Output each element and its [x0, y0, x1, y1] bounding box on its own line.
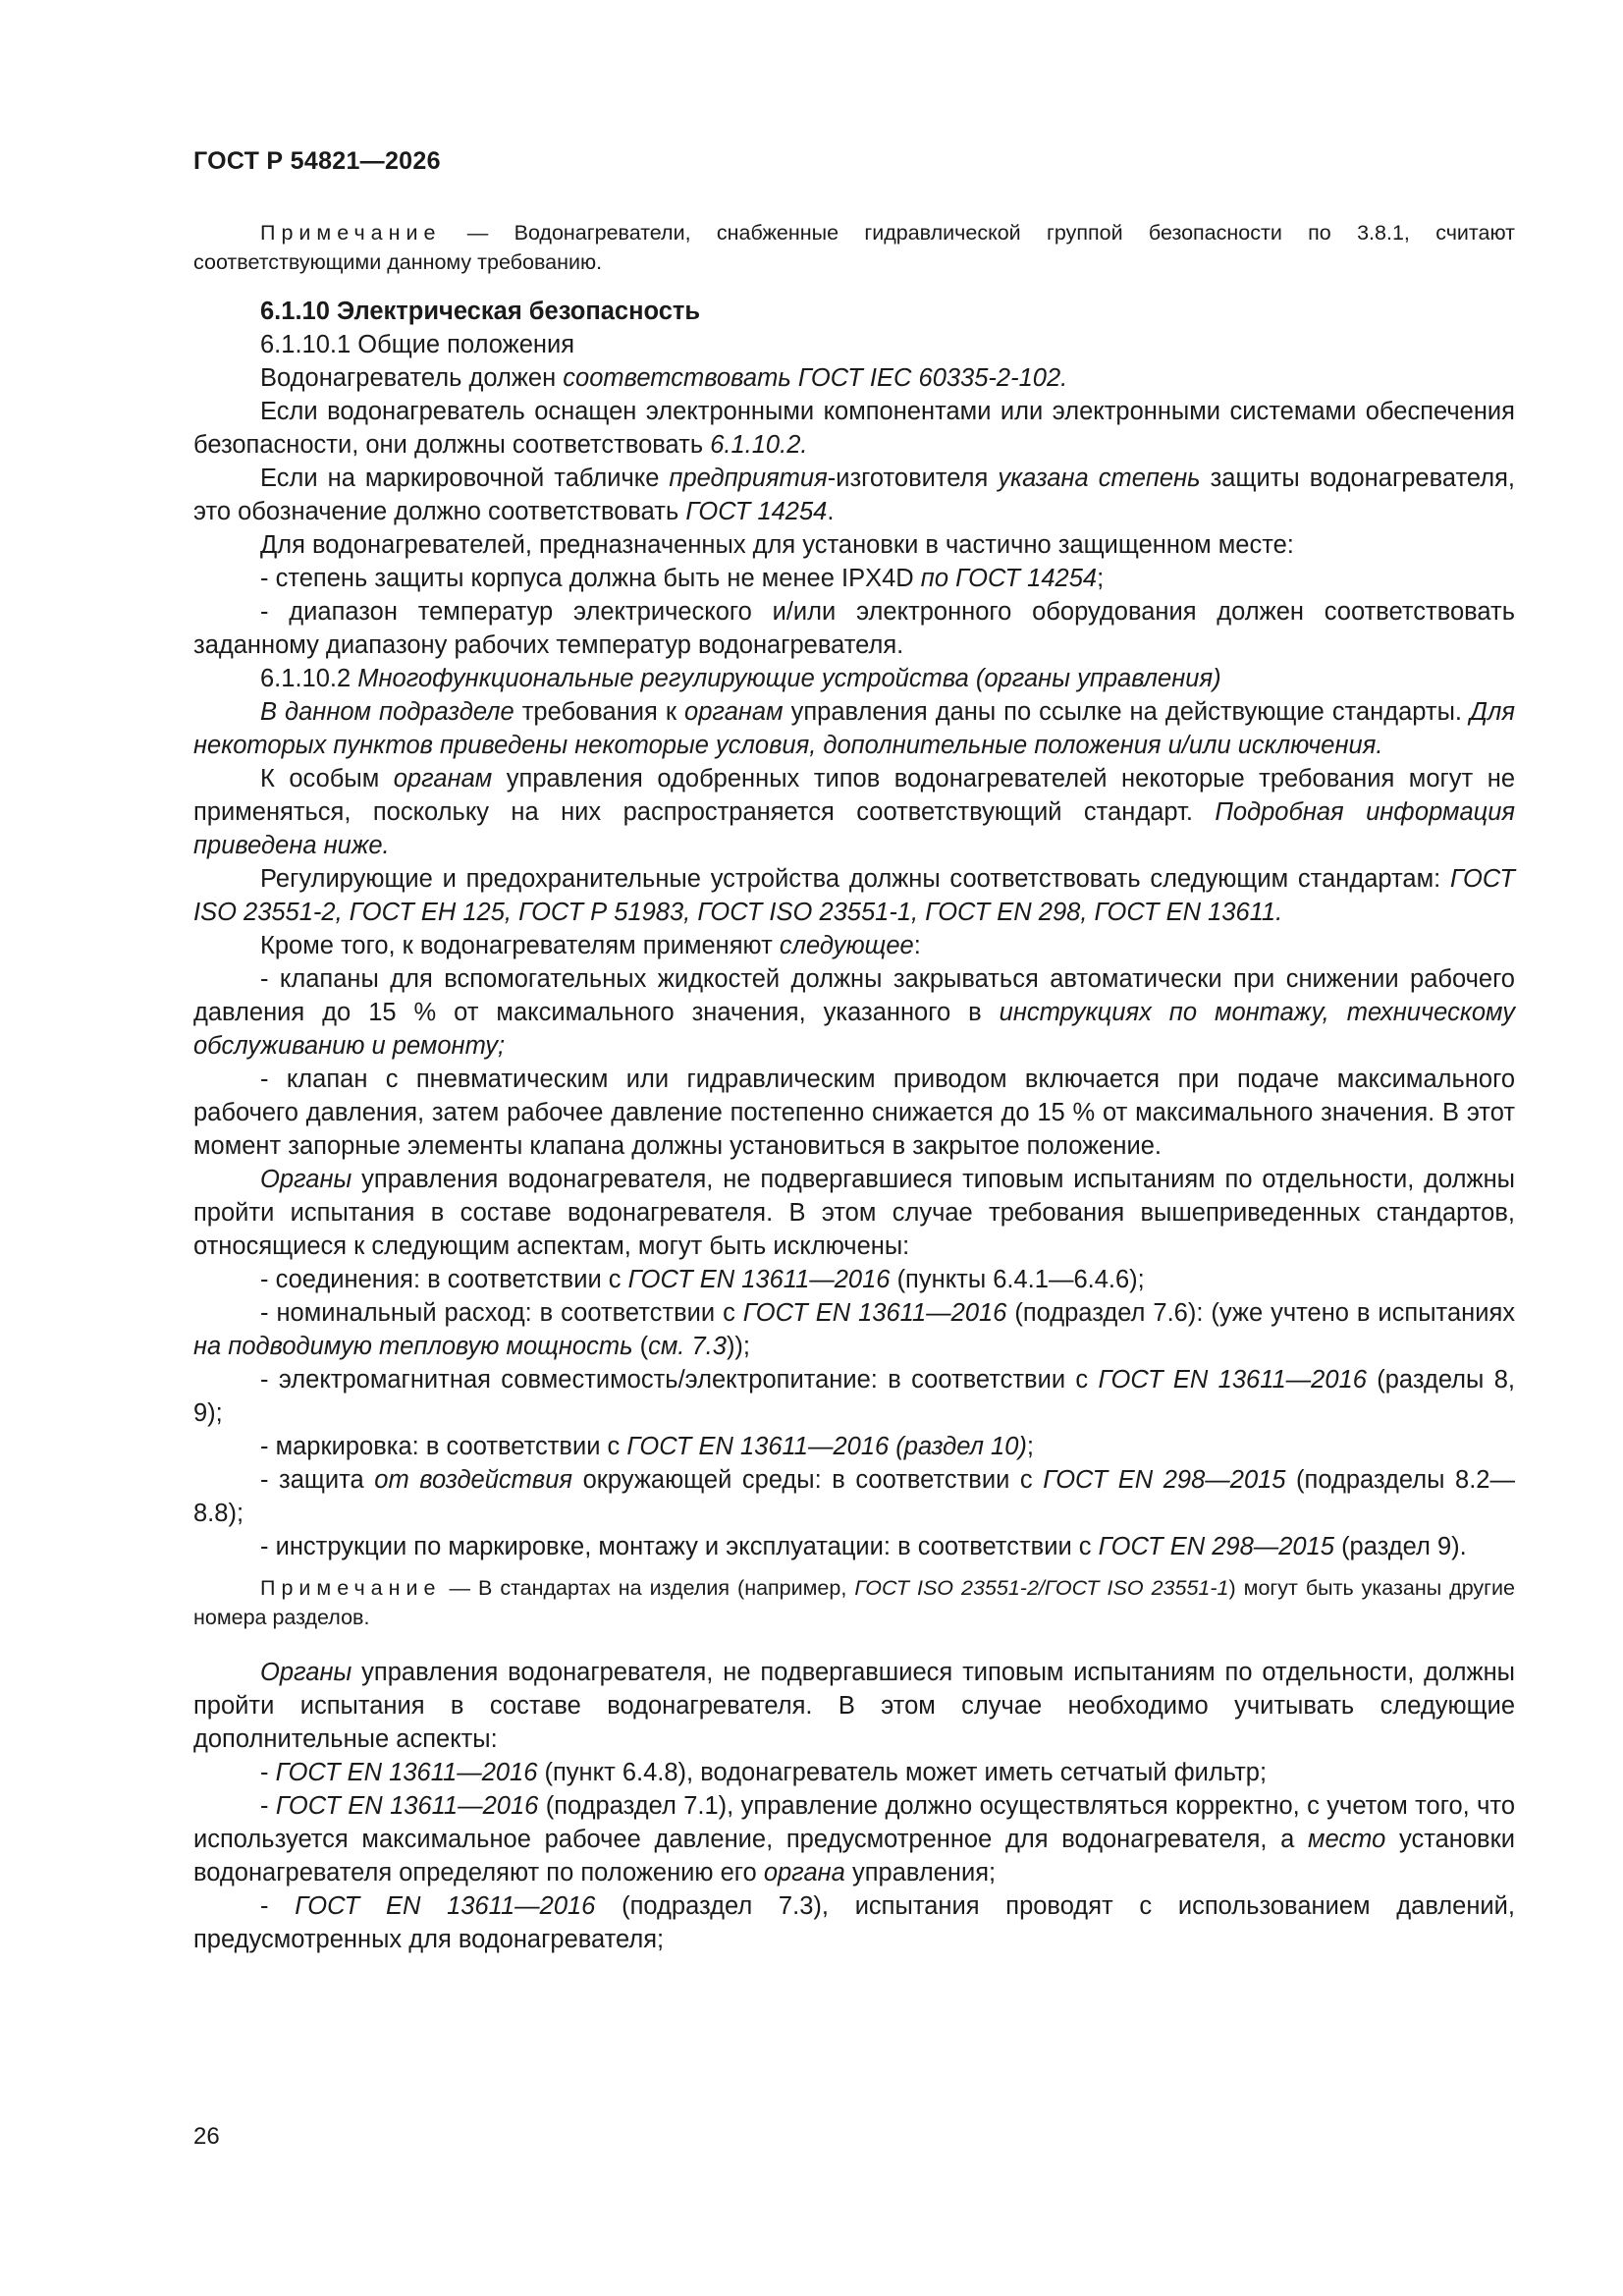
list-item: - маркировка: в соответствии с ГОСТ EN 13611—2016 (раздел 10); — [260, 1433, 1035, 1460]
paragraph: Органы управления водонагревателя, не подвергавшиеся типовым испытаниям по отдельности, должны пройти испытания в составе водонагревателя. В этом случае требования вышеприведенных стандартов, относящиеся к следующим аспектам, могут быть исключены: — [193, 1166, 1515, 1260]
paragraph: В данном подразделе требования к органам управления даны по ссылке на действующие стандарты. Для некоторых пунктов приведены некоторые условия, дополнительные положения и/или исключения. — [193, 698, 1515, 759]
list-item: - соединения: в соответствии с ГОСТ EN 13611—2016 (пункты 6.4.1—6.4.6); — [260, 1266, 1145, 1293]
paragraph: Регулирующие и предохранительные устройства должны соответствовать следующим стандартам: ГОСТ ISO 23551-2, ГОСТ ЕН 125, ГОСТ Р 51983, ГОСТ ISO 23551-1, ГОСТ EN 298, ГОСТ EN 13611. — [193, 865, 1515, 926]
subsection-6-1-10-1: 6.1.10.1 Общие положения — [260, 331, 575, 358]
list-item: - номинальный расход: в соответствии с ГОСТ EN 13611—2016 (подраздел 7.6): (уже учтено в испытаниях на подводимую тепловую мощность (см. 7.3)); — [193, 1299, 1516, 1360]
paragraph: Если на маркировочной табличке предприятия-изготовителя указана степень защиты водонагревателя, это обозначение должно соответствовать ГОСТ 14254. — [193, 465, 1515, 525]
list-item: - диапазон температур электрического и/или электронного оборудования должен соответствовать заданному диапазону рабочих температур водонагревателя. — [193, 598, 1515, 659]
note-2: Примечание — В стандартах на изделия (например, ГОСТ ISO 23551-2/ГОСТ ISO 23551-1) могут быть указаны другие номера разделов. — [193, 1576, 1515, 1629]
list-item: - электромагнитная совместимость/электропитание: в соответствии с ГОСТ EN 13611—2016 (разделы 8, 9); — [193, 1366, 1515, 1427]
list-item: - степень защиты корпуса должна быть не менее IPX4D по ГОСТ 14254; — [260, 565, 1105, 592]
list-item: - клапаны для вспомогательных жидкостей должны закрываться автоматически при снижении рабочего давления до 15 % от максимального значения, указанного в инструкциях по монтажу, техническому обслуживанию и ремонту; — [193, 965, 1515, 1060]
note-label: Примечание — [260, 221, 442, 245]
paragraph: Если водонагреватель оснащен электронными компонентами или электронными системами обеспечения безопасности, они должны соответствовать 6.1.10.2. — [193, 398, 1515, 459]
paragraph: Для водонагревателей, предназначенных для установки в частично защищенном месте: — [260, 531, 1294, 559]
subsection-6-1-10-2: 6.1.10.2 Многофункциональные регулирующие устройства (органы управления) — [260, 665, 1221, 692]
paragraph: К особым органам управления одобренных типов водонагревателей некоторые требования могут не применяться, поскольку на них распространяется соответствующий стандарт. Подробная информация приведена ниже. — [193, 765, 1516, 859]
list-item: - инструкции по маркировке, монтажу и эксплуатации: в соответствии с ГОСТ EN 298—2015 (раздел 9). — [260, 1533, 1467, 1560]
document-body — [193, 218, 1515, 1956]
list-item: - клапан с пневматическим или гидравлическим приводом включается при подаче максимального рабочего давления, затем рабочее давление постепенно снижается до 15 % от максимального значения. В этот момент запорные элементы клапана должны установиться в закрытое положение. — [193, 1066, 1515, 1160]
list-item: - ГОСТ EN 13611—2016 (подраздел 7.1), управление должно осуществляться корректно, с учетом того, что используется максимальное рабочее давление, предусмотренное для водонагревателя, а место установки водонагревателя определяют по положению его органа управления; — [193, 1792, 1515, 1886]
note-label: Примечание — [260, 1576, 442, 1600]
paragraph: Кроме того, к водонагревателям применяют следующее: — [260, 932, 921, 959]
list-item: - ГОСТ EN 13611—2016 (пункт 6.4.8), водонагреватель может иметь сетчатый фильтр; — [260, 1759, 1268, 1786]
page-number: 26 — [193, 2123, 220, 2150]
note-1: Примечание — Водонагреватели, снабженные гидравлической группой безопасности по 3.8.1, считают соответствующими данному требованию. — [193, 221, 1515, 274]
list-item: - ГОСТ EN 13611—2016 (подраздел 7.3), испытания проводят с использованием давлений, предусмотренных для водонагревателя; — [193, 1892, 1516, 1953]
standard-header: ГОСТ Р 54821—2026 — [193, 147, 441, 175]
section-heading: 6.1.10 Электрическая безопасность — [260, 298, 701, 325]
paragraph: Органы управления водонагревателя, не подвергавшиеся типовым испытаниям по отдельности, должны пройти испытания в составе водонагревателя. В этом случае необходимо учитывать следующие дополнительные аспекты: — [193, 1659, 1515, 1753]
list-item: - защита от воздействия окружающей среды: в соответствии с ГОСТ EN 298—2015 (подразделы 8.2—8.8); — [193, 1466, 1515, 1527]
paragraph: Водонагреватель должен соответствовать ГОСТ IEC 60335-2-102. — [260, 364, 1068, 392]
